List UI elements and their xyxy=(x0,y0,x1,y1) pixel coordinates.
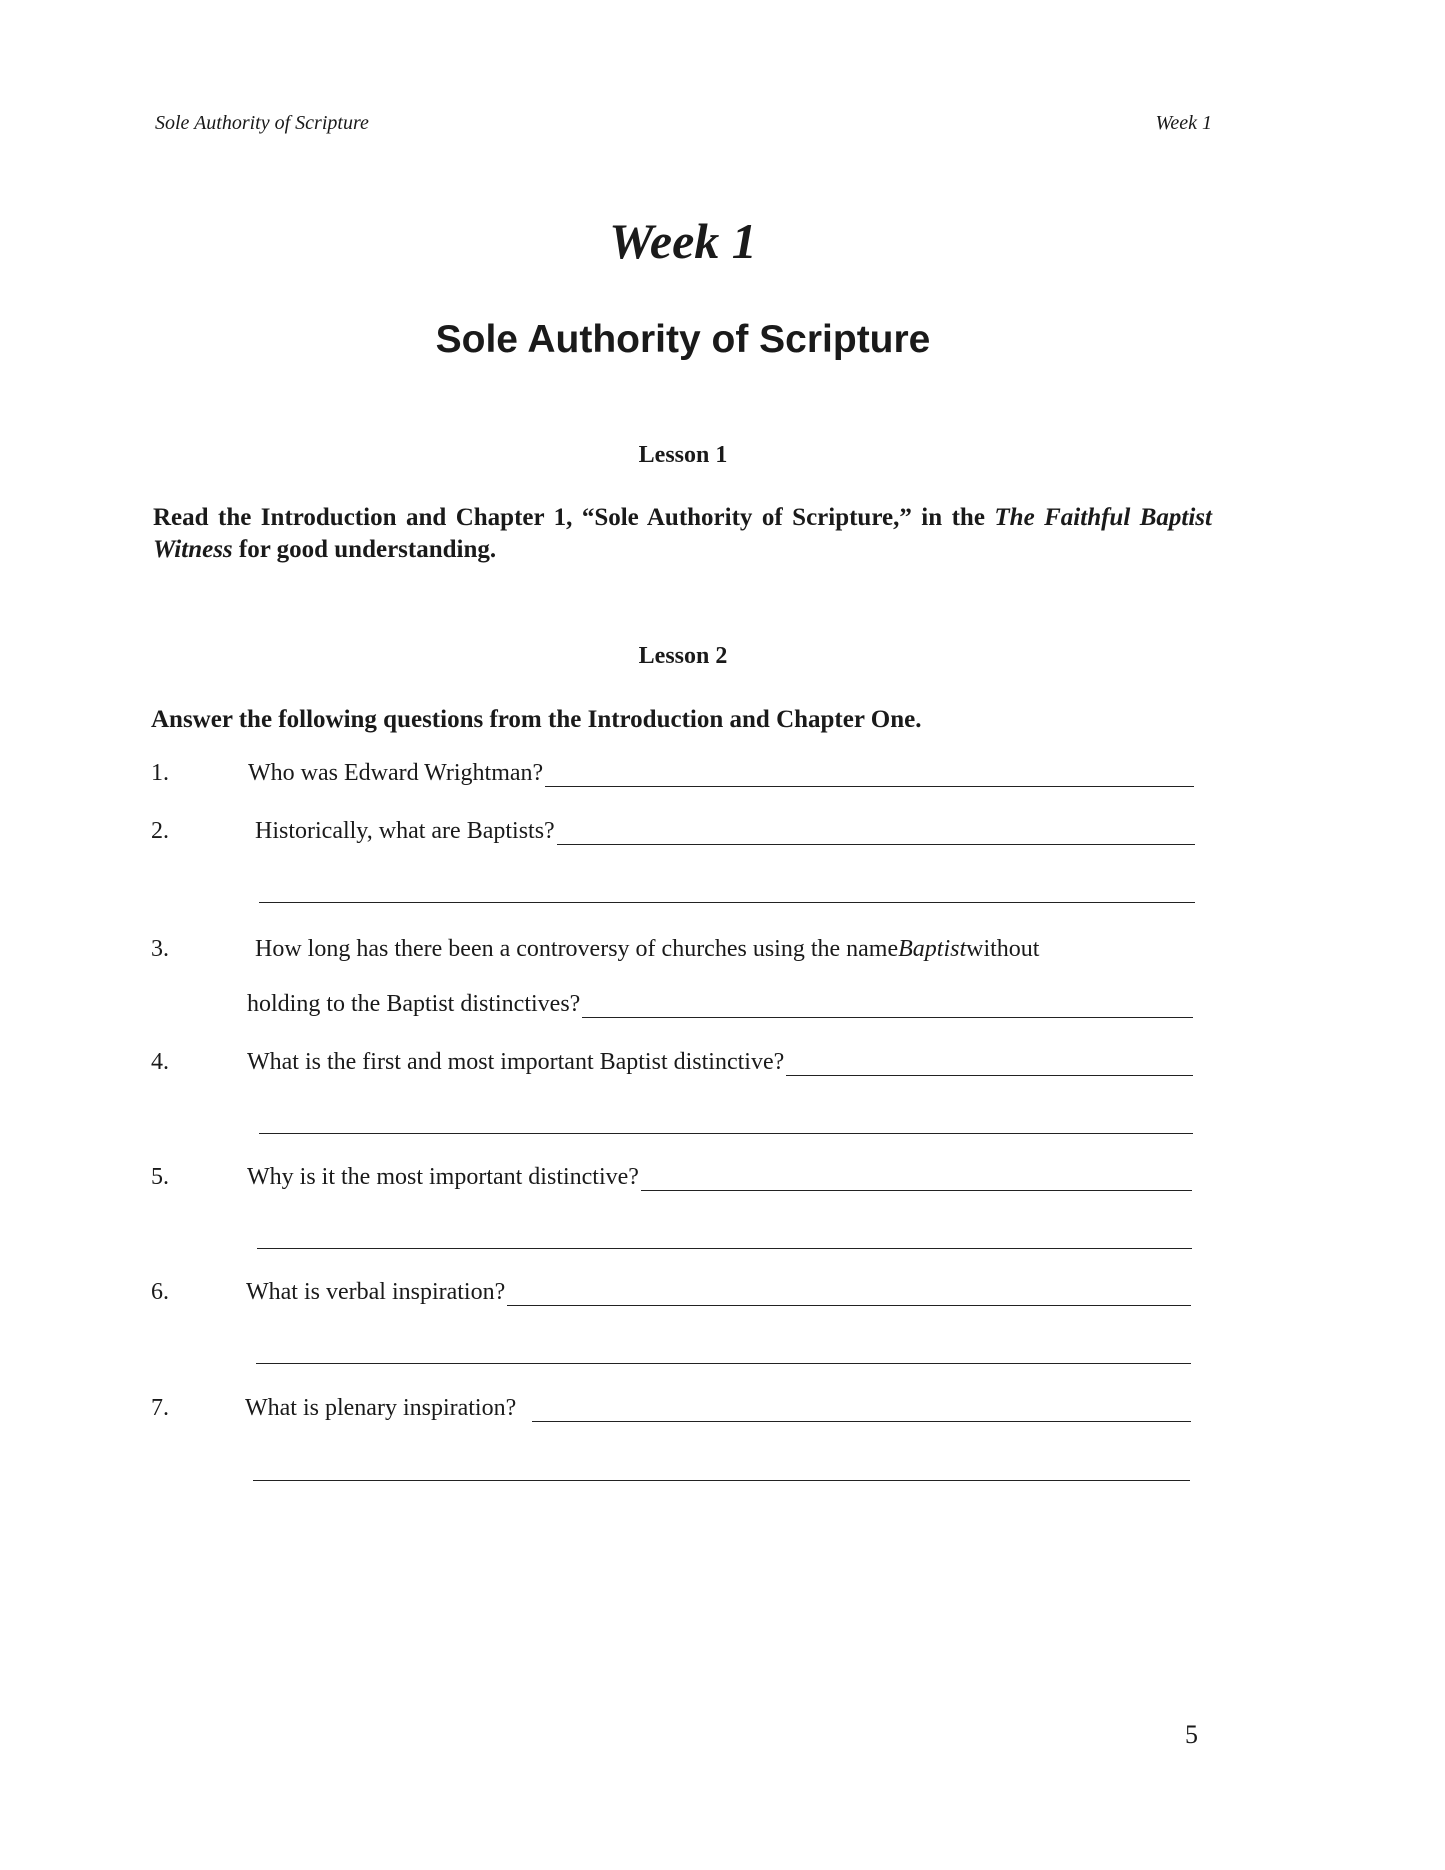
answer-blank[interactable] xyxy=(582,1017,1193,1018)
answer-blank[interactable] xyxy=(786,1075,1193,1076)
answer-line[interactable] xyxy=(256,1363,1191,1364)
question-5 xyxy=(247,1164,1192,1191)
book-title: The Faithful Baptist Witness xyxy=(153,504,1212,563)
question-text: What is plenary inspiration? xyxy=(245,1395,517,1421)
lesson-1-heading: Lesson 1 xyxy=(638,442,728,468)
lesson-2-instruction: Answer the following questions from the Introduction and Chapter One. xyxy=(151,706,922,733)
answer-blank[interactable] xyxy=(641,1190,1192,1191)
question-text: How long has there been a controversy of churches using the name xyxy=(255,936,899,962)
question-text: What is verbal inspiration? xyxy=(246,1279,506,1305)
answer-line[interactable] xyxy=(253,1480,1190,1481)
question-text: Why is it the most important distinctive? xyxy=(247,1164,639,1190)
question-text: What is the first and most important Baptist distinctive? xyxy=(247,1049,785,1075)
question-1 xyxy=(248,760,1194,787)
question-text-end: without xyxy=(966,936,1040,962)
question-number: 2. xyxy=(151,818,169,844)
question-6 xyxy=(246,1279,1191,1306)
question-text: holding to the Baptist distinctives? xyxy=(247,991,581,1017)
answer-line[interactable] xyxy=(257,1248,1192,1249)
answer-blank[interactable] xyxy=(545,786,1194,787)
page-subtitle: Sole Authority of Scripture xyxy=(435,318,931,361)
page-title: Week 1 xyxy=(609,213,757,269)
question-2 xyxy=(255,818,1195,845)
answer-line[interactable] xyxy=(259,1133,1193,1134)
question-number: 1. xyxy=(151,760,169,786)
running-header-left: Sole Authority of Scripture xyxy=(155,112,369,134)
question-number: 7. xyxy=(151,1395,169,1421)
question-7 xyxy=(245,1395,1191,1422)
question-3-continuation xyxy=(247,991,1193,1018)
question-number: 5. xyxy=(151,1164,169,1190)
question-number: 6. xyxy=(151,1279,169,1305)
page-number: 5 xyxy=(1185,1720,1198,1749)
question-number: 4. xyxy=(151,1049,169,1075)
question-text: Who was Edward Wrightman? xyxy=(248,760,544,786)
lesson-1-text: Read the Introduction and Chapter 1, “Sole Authority of Scripture,” in the xyxy=(153,504,995,531)
lesson-1-text-end: for good understanding. xyxy=(232,536,497,563)
question-4 xyxy=(247,1049,1193,1076)
lesson-1-instructions xyxy=(153,502,1212,566)
answer-blank[interactable] xyxy=(557,844,1195,845)
answer-blank[interactable] xyxy=(507,1305,1191,1306)
question-text: Historically, what are Baptists? xyxy=(255,818,555,844)
question-3 xyxy=(255,936,1039,963)
answer-line[interactable] xyxy=(259,902,1195,903)
running-header-right: Week 1 xyxy=(1155,112,1212,134)
lesson-2-heading: Lesson 2 xyxy=(638,643,728,669)
question-number: 3. xyxy=(151,936,169,962)
answer-blank[interactable] xyxy=(532,1421,1191,1422)
question-italic: Baptist xyxy=(898,936,967,962)
